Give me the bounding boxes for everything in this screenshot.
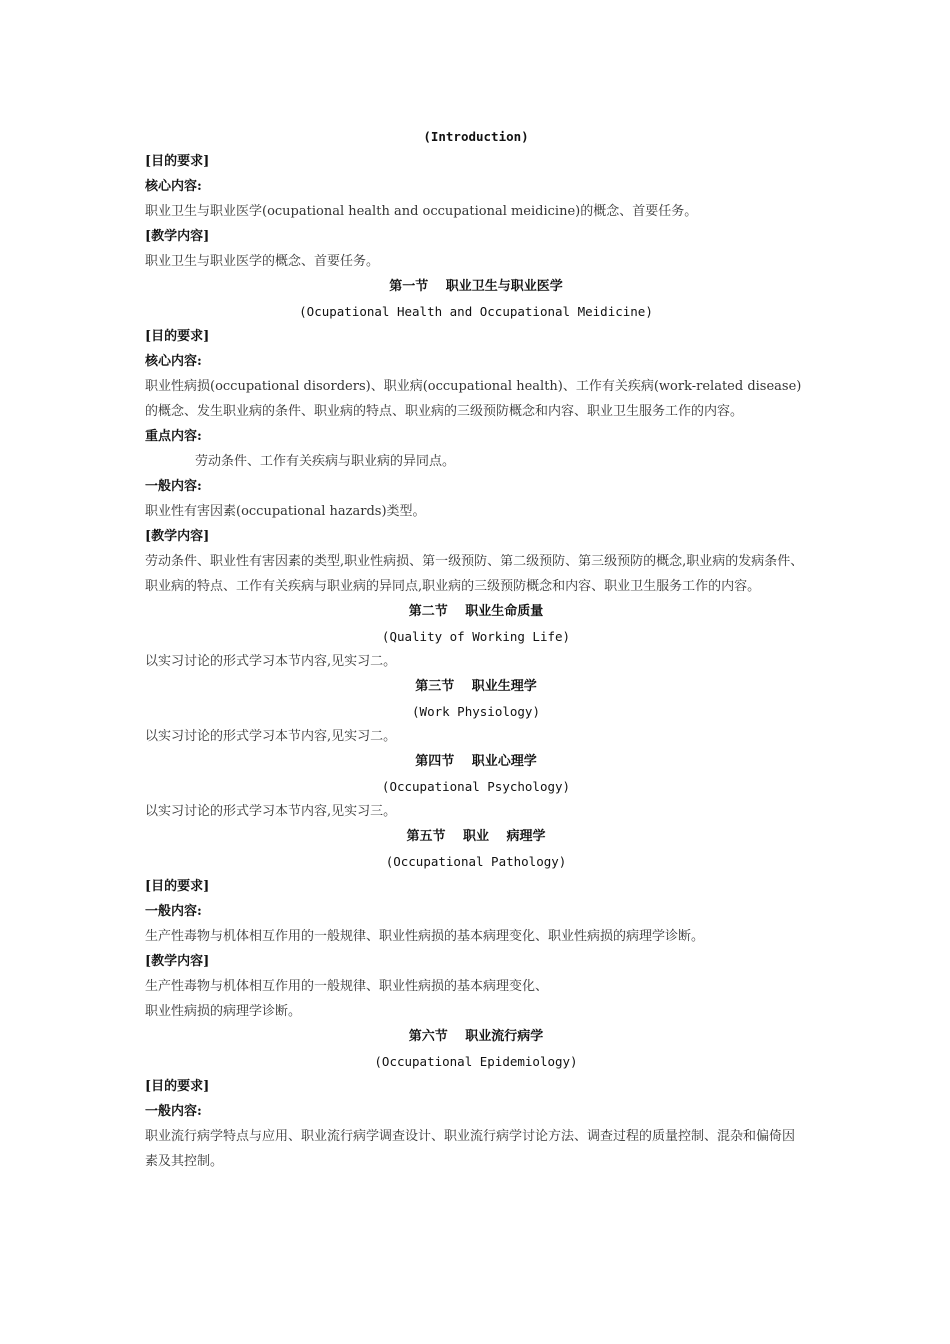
intro-objective-header: [目的要求] (145, 154, 210, 169)
section4-text: 以实习讨论的形式学习本节内容,见实习三。 (145, 804, 397, 819)
section5-title: 第五节 职业 病理学 (406, 829, 546, 844)
section1-core-text: 职业性病损(occupational disorders)、职业病(occupational health)、工作有关疾病(work-related disease)的概念、发生职业病的条件、职业病的特点、职业病的三级预防概念和内容、职业卫生服务工作的内容。 (145, 379, 802, 419)
section5-objective-header: [目的要求] (145, 879, 210, 894)
intro-teaching-text: 职业卫生与职业医学的概念、首要任务。 (145, 254, 380, 269)
section1-general-text: 职业性有害因素(occupational hazards)类型。 (145, 504, 426, 519)
section2-title-en: (Quality of Working Life) (381, 629, 571, 644)
section3-title-en: (Work Physiology) (412, 704, 540, 719)
section5-teaching-header: [教学内容] (145, 954, 210, 969)
section5-general-text: 生产性毒物与机体相互作用的一般规律、职业性病损的基本病理变化、职业性病损的病理学诊断。 (145, 929, 705, 944)
section4-title-en: (Occupational Psychology) (381, 779, 571, 794)
section6-general-header: 一般内容: (145, 1104, 202, 1119)
section6-general-text: 职业流行病学特点与应用、职业流行病学调查设计、职业流行病学讨论方法、调查过程的质量控制、混杂和偏倚因素及其控制。 (145, 1129, 796, 1169)
section1-general-header: 一般内容: (145, 479, 202, 494)
section5-teaching-line2: 职业性病损的病理学诊断。 (145, 1004, 302, 1019)
section2-title: 第二节 职业生命质量 (408, 604, 544, 619)
section1-key-header: 重点内容: (145, 429, 202, 444)
section1-key-text: 劳动条件、工作有关疾病与职业病的异同点。 (195, 454, 456, 469)
intro-teaching-header: [教学内容] (145, 229, 210, 244)
section6-objective-header: [目的要求] (145, 1079, 210, 1094)
section6-title: 第六节 职业流行病学 (408, 1029, 544, 1044)
section1-objective-header: [目的要求] (145, 329, 210, 344)
section4-title: 第四节 职业心理学 (415, 754, 537, 769)
intro-title-en: (Introduction) (423, 129, 529, 144)
section5-teaching-line1: 生产性毒物与机体相互作用的一般规律、职业性病损的基本病理变化、 (145, 979, 549, 994)
document-body (145, 124, 807, 1174)
section2-text: 以实习讨论的形式学习本节内容,见实习二。 (145, 654, 397, 669)
section1-teaching-header: [教学内容] (145, 529, 210, 544)
section5-title-en: (Occupational Pathology) (385, 854, 567, 869)
section1-core-header: 核心内容: (145, 354, 202, 369)
section3-text: 以实习讨论的形式学习本节内容,见实习二。 (145, 729, 397, 744)
section1-teaching-text: 劳动条件、职业性有害因素的类型,职业性病损、第一级预防、第二级预防、第三级预防的概念,职业病的发病条件、职业病的特点、工作有关疾病与职业病的异同点,职业病的三级预防概念和内容、职业卫生服务工作的内容。 (145, 554, 804, 594)
intro-core-text: 职业卫生与职业医学(ocupational health and occupational meidicine)的概念、首要任务。 (145, 204, 698, 219)
section3-title: 第三节 职业生理学 (415, 679, 537, 694)
intro-core-header: 核心内容: (145, 179, 202, 194)
section5-general-header: 一般内容: (145, 904, 202, 919)
section1-title-en: (Ocupational Health and Occupational Meidicine) (299, 304, 653, 319)
section1-title: 第一节 职业卫生与职业医学 (389, 279, 563, 294)
section6-title-en: (Occupational Epidemiology) (374, 1054, 578, 1069)
